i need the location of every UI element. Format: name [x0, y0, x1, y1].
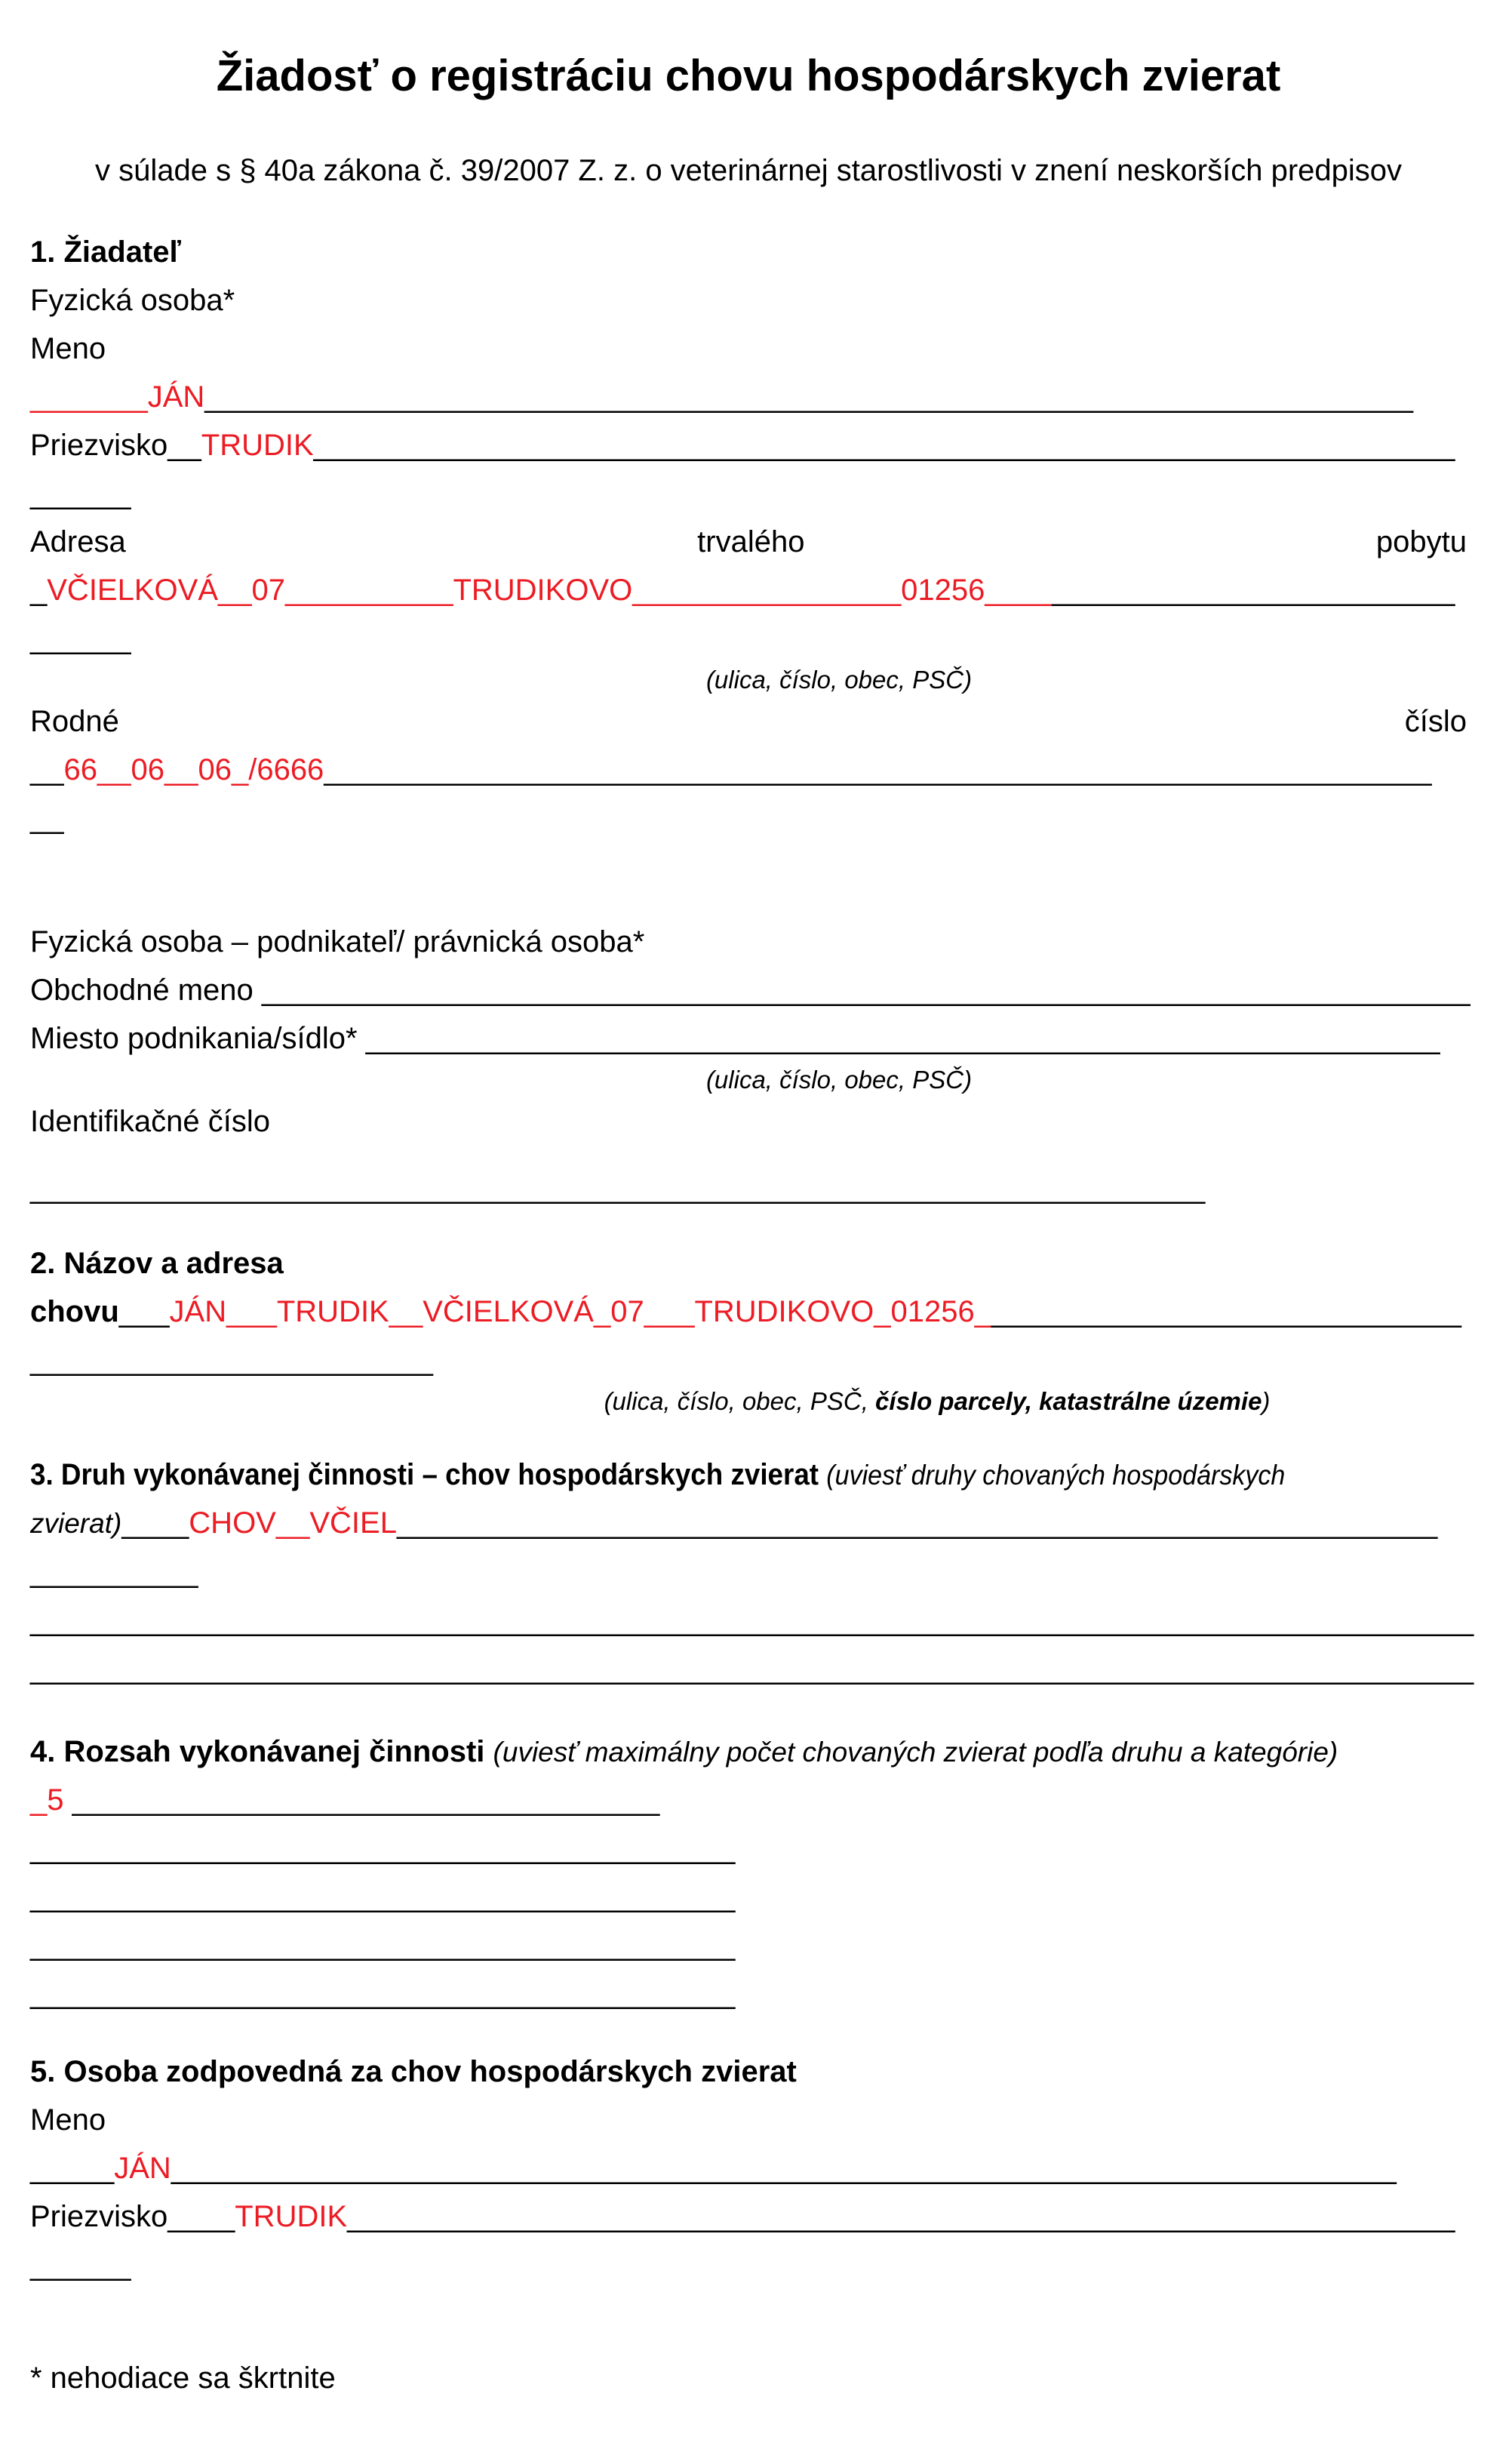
responsible-priezvisko-continuation: ______ [30, 2248, 131, 2281]
address-header-word2: trvalého [697, 525, 805, 558]
chov-address-field-line: chovu___JÁN___TRUDIK__VČIELKOVÁ_07___TRUDIKOVO_01256_____________________________ [30, 1295, 1461, 1328]
blank-line: __________________________________________ [30, 1977, 736, 2010]
priezvisko-field-line: Priezvisko__TRUDIK____________________________________________________________________ [30, 429, 1455, 462]
section2-heading: 2. Názov a adresa [30, 1247, 284, 1280]
section3-heading-bold: 3. Druh vykonávanej činnosti – chov hospodárskych zvierat [30, 1458, 827, 1491]
person-type-label: Fyzická osoba* [30, 284, 235, 317]
blank-line: ______________________________________________________________________________________ [30, 1604, 1474, 1637]
priezvisko-field-continuation: ______ [30, 477, 131, 510]
page-subtitle: v súlade s § 40a zákona č. 39/2007 Z. z. o veterinárnej starostlivosti v znení neskorších predpisov [94, 154, 1403, 187]
rodne-cislo-continuation: __ [30, 802, 64, 835]
section3-heading [30, 1451, 1352, 1499]
address-field-continuation: ______ [30, 622, 131, 655]
identifikacne-cislo-label: Identifikačné číslo [30, 1105, 270, 1138]
blank-line: ______________________________________________________________________________________ [30, 1652, 1474, 1685]
obchodne-meno-field-line: Obchodné meno ________________________________________________________________________ [30, 974, 1471, 1007]
chov-address-continuation: ________________________ [30, 1343, 433, 1377]
meno-label: Meno [30, 332, 106, 365]
chov-address-caption: (ulica, číslo, obec, PSČ, číslo parcely, katastrálne územie) [604, 1387, 1271, 1415]
rozsah-value-field-line: _5 ___________________________________ [30, 1783, 660, 1817]
address-header [30, 518, 1467, 566]
rodne-cislo-header [30, 697, 1467, 746]
section5-heading: 5. Osoba zodpovedná za chov hospodárskych zvierat [30, 2055, 797, 2088]
blank-line: __________________________________________ [30, 1928, 736, 1961]
responsible-meno-label: Meno [30, 2103, 106, 2137]
page-title: Žiadosť o registráciu chovu hospodárskych zvierat [216, 51, 1281, 100]
identifikacne-cislo-field-line: ______________________________________________________________________ [30, 1171, 1206, 1205]
miesto-podnikania-field-line: Miesto podnikania/sídlo* ________________________________________________________________ [30, 1022, 1440, 1055]
druh-cinnosti-field-line: zvierat)____CHOV__VČIEL______________________________________________________________ [30, 1506, 1438, 1540]
rodne-header-word2: číslo [1404, 705, 1467, 738]
blank-line: __________________________________________ [30, 1832, 736, 1865]
address-field-line: _VČIELKOVÁ__07__________TRUDIKOVO________________01256____________________________ [30, 574, 1455, 607]
blank-line: __________________________________________ [30, 1880, 736, 1913]
address-caption: (ulica, číslo, obec, PSČ) [705, 666, 973, 694]
section4-heading-bold: 4. Rozsah vykonávanej činnosti [30, 1735, 493, 1768]
rodne-cislo-field-line: __66__06__06_/6666__________________________________________________________________ [30, 753, 1432, 786]
section3-heading-note: (uviesť druhy chovaných hospodárskych [826, 1460, 1286, 1491]
company-type-label: Fyzická osoba – podnikateľ/ právnická osoba* [30, 925, 645, 958]
section1-heading: 1. Žiadateľ [30, 235, 181, 269]
footnote: * nehodiace sa škrtnite [30, 2361, 336, 2395]
section4-heading-note: (uviesť maximálny počet chovaných zvierat podľa druhu a kategórie) [493, 1737, 1338, 1768]
address-header-word3: pobytu [1375, 525, 1467, 558]
responsible-meno-field-line: _____JÁN_________________________________________________________________________ [30, 2152, 1397, 2185]
rodne-header-word1: Rodné [30, 705, 119, 738]
section4-heading [30, 1728, 1467, 1776]
druh-cinnosti-continuation: __________ [30, 1555, 198, 1589]
address-header-word1: Adresa [30, 525, 126, 558]
responsible-priezvisko-field-line: Priezvisko____TRUDIK__________________________________________________________________ [30, 2200, 1455, 2233]
miesto-caption: (ulica, číslo, obec, PSČ) [705, 1066, 973, 1094]
meno-field-line: _______JÁN________________________________________________________________________ [30, 380, 1414, 414]
